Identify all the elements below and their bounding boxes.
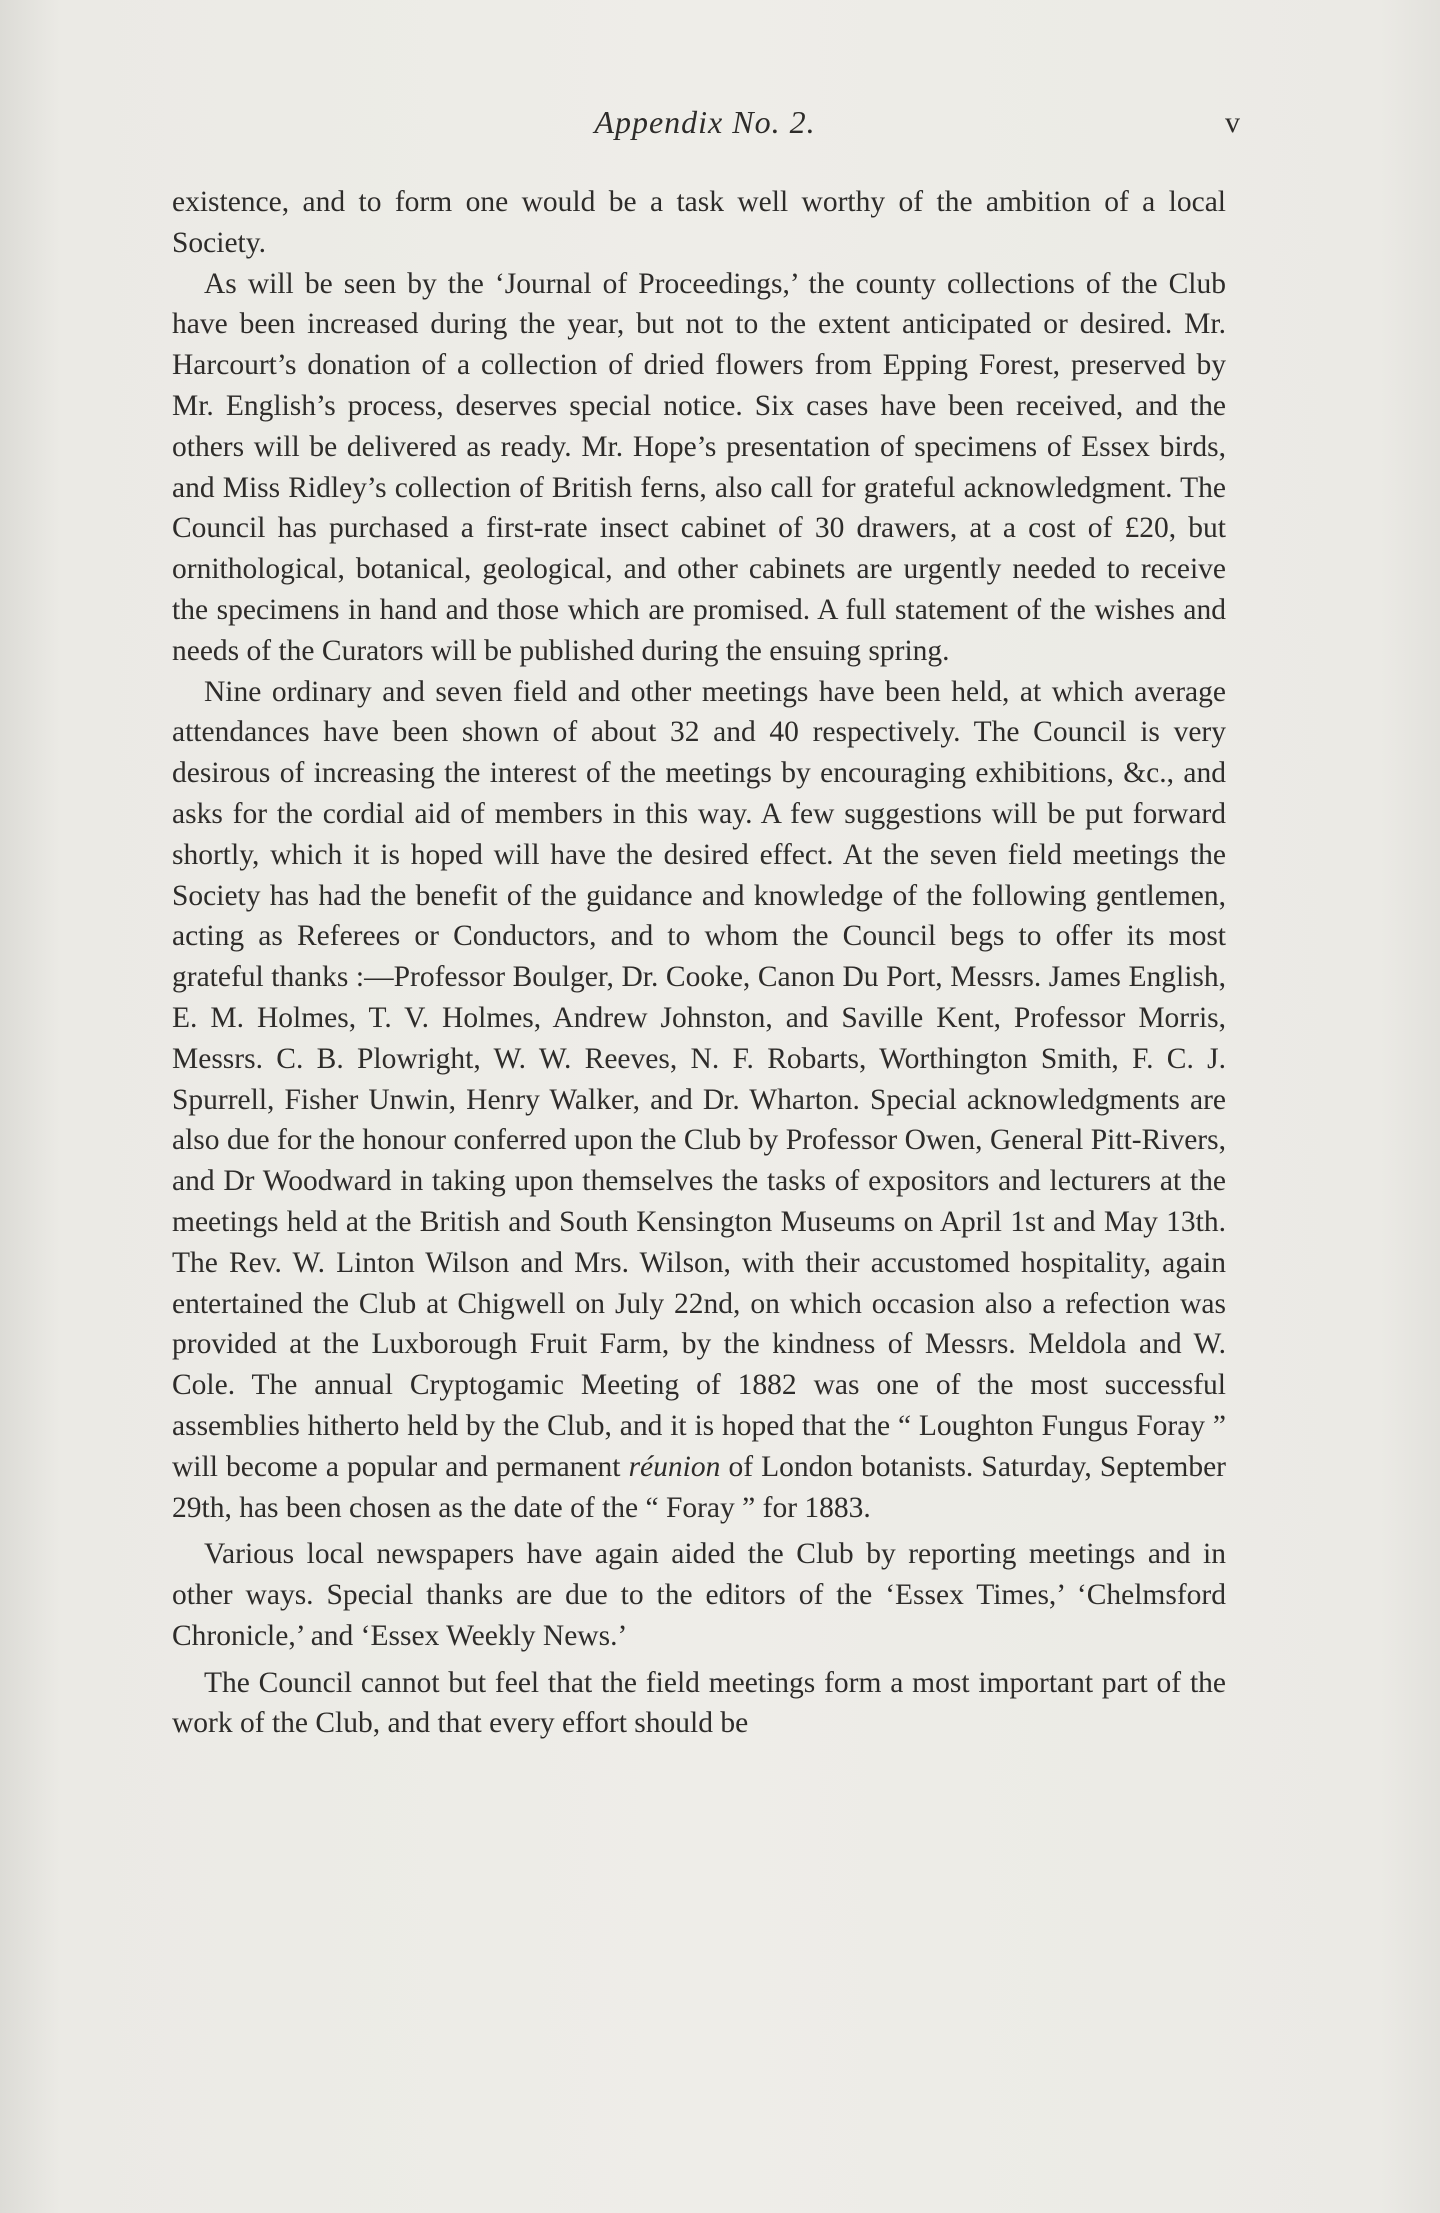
- paragraph-text: Nine ordinary and seven field and other meetings have been held, at which average attendances have been shown of about 32 and 40 respectively. The Council is very desirous of increasing the interest of the meetings by encouraging exhibitions, &c., and asks for the cordial aid of members in this way. A few suggestions will be put forward shortly, which it is hoped will have the desired effect. At the seven field meetings the Society has had the benefit of the guidance and knowledge of the following gentlemen, acting as Referees or Conductors, and to whom the Council begs to offer its most grateful thanks :—Professor Boulger, Dr. Cooke, Canon Du Port, Messrs. James English, E. M. Holmes, T. V. Holmes, Andrew Johnston, and Saville Kent, Professor Morris, Messrs. C. B. Plowright, W. W. Reeves, N. F. Robarts, Worthington Smith, F. C. J. Spurrell, Fisher Unwin, Henry Walker, and Dr. Wharton. Special acknowledgments are also due for the honour conferred upon the Club by Professor Owen, General Pitt-Rivers, and Dr Woodward in taking upon themselves the tasks of expositors and lecturers at the meetings held at the British and South Kensington Museums on April 1st and May 13th. The Rev. W. Linton Wilson and Mrs. Wilson, with their accustomed hospitality, again entertained the Club at Chigwell on July 22nd, on which occasion also a refection was provided at the Luxborough Fruit Farm, by the kindness of Messrs. Meldola and W. Cole. The annual Cryptogamic Meeting of 1882 was one of the most successful assemblies hitherto held by the Club, and it is hoped that the “ Loughton Fungus Foray ” will become a popular and permanent: [172, 675, 1226, 1483]
- italic-word: réunion: [628, 1450, 721, 1483]
- paragraph-text: Various local newspapers have again aided the Club by reporting meetings and in other ways. Special thanks are due to the editors of the ‘Essex Times,’ ‘Chelmsford Chronicle,’ and ‘Essex Weekly News.’: [172, 1538, 1226, 1652]
- body-text: [172, 182, 1226, 1744]
- paragraph-collections: [172, 264, 1226, 672]
- page-header: [170, 104, 1240, 152]
- paragraph-field-meetings: [172, 1663, 1226, 1745]
- paragraph-text: of London botanists. Saturday, September 29th, has been chosen as the date of the “ Foray ” for 1883.: [172, 1450, 1226, 1524]
- paragraph-newspapers: [172, 1534, 1226, 1656]
- page-number: v: [1225, 106, 1240, 139]
- paragraph-meetings: [172, 672, 1226, 1529]
- paragraph-text: As will be seen by the ‘Journal of Proceedings,’ the county collections of the Club have been increased during the year, but not to the extent anticipated or desired. Mr. Harcourt’s donation of a collection of dried flowers from Epping Forest, preserved by Mr. English’s process, deserves special notice. Six cases have been received, and the others will be delivered as ready. Mr. Hope’s presentation of specimens of Essex birds, and Miss Ridley’s collection of British ferns, also call for grateful acknowledgment. The Council has purchased a first-rate insect cabinet of 30 drawers, at a cost of £20, but ornithological, botanical, geological, and other cabinets are urgently needed to receive the specimens in hand and those which are promised. A full statement of the wishes and needs of the Curators will be published during the ensuing spring.: [172, 267, 1226, 667]
- paragraph-text: The Council cannot but feel that the field meetings form a most important part of the work of the Club, and that every effort should be: [172, 1666, 1226, 1740]
- paragraph-continued: [172, 182, 1226, 264]
- running-title: Appendix No. 2.: [594, 104, 816, 140]
- paragraph-text: existence, and to form one would be a task well worthy of the ambition of a local Society.: [172, 186, 1226, 259]
